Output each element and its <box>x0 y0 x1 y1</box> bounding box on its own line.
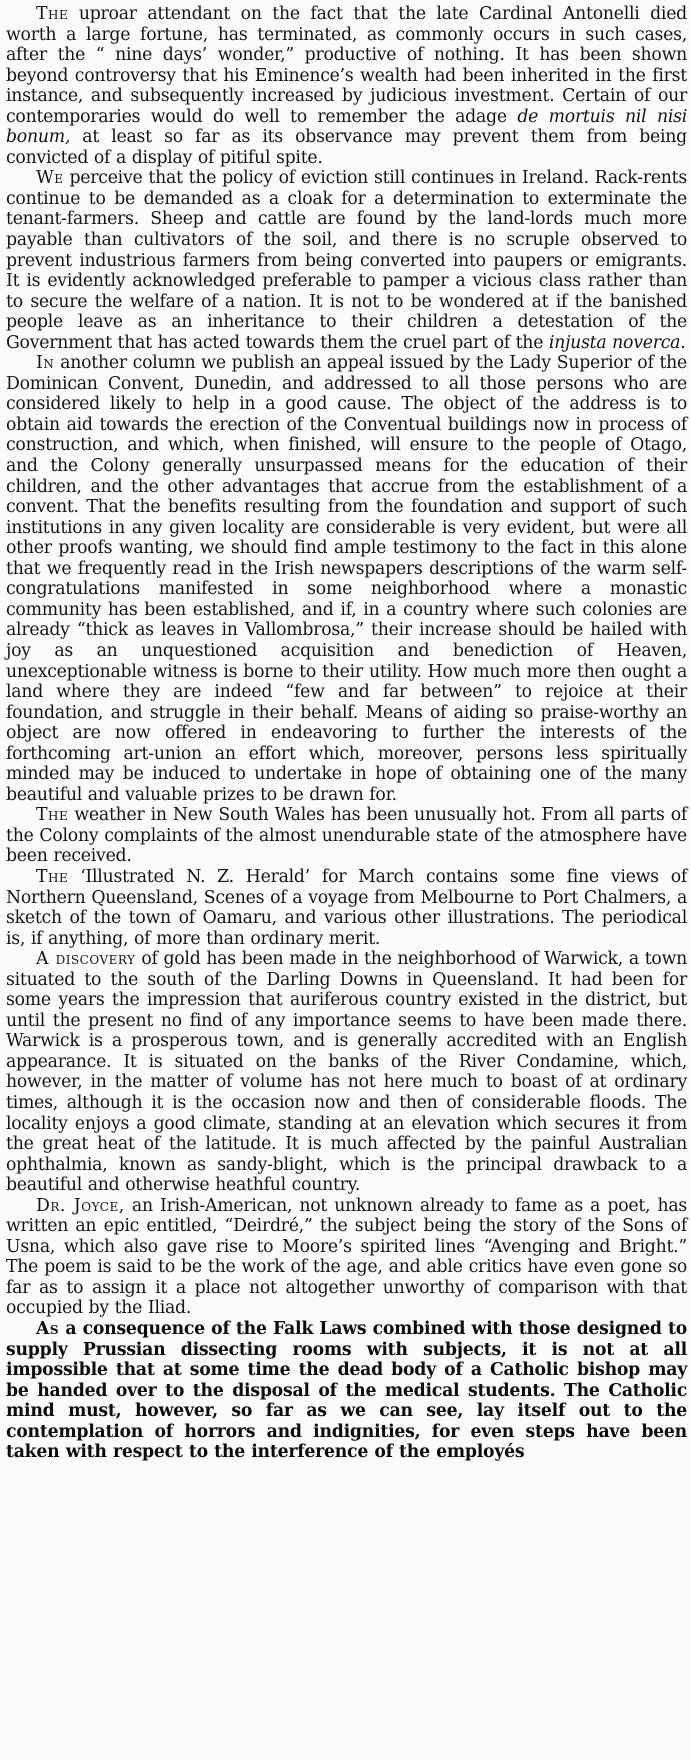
paragraph-lead: As <box>36 1319 60 1339</box>
paragraph-lead: In <box>36 353 55 374</box>
paragraph-text: weather in New South Wales has been unusually hot. From all parts of the Colony complaints of the almost unendurable state of the atmosphere have been received. <box>6 805 687 867</box>
paragraph-antonelli <box>6 4 687 168</box>
paragraph-text: at least so far as its observance may prevent them from being convicted of a display of pitiful spite. <box>6 127 687 168</box>
paragraph-text: uproar attendant on the fact that the late Cardinal Antonelli died worth a large fortune, has terminated, as commonly occurs in such cases, after the “ nine days’ wonder,” productive of nothing. It has been shown beyond controversy that his Eminence’s wealth had been inherited in the first instance, and subsequently increased by judicious investment. Certain of our contemporaries would do well to remember the adage <box>6 4 687 127</box>
paragraph-text: ‘Illustrated N. Z. Herald’ for March contains some fine views of Northern Queensland, Scenes of a voyage from Melbourne to Port Chalmers, a sketch of the town of Oamaru, and various other illustrations. The periodical is, if anything, of more than ordinary merit. <box>6 866 687 949</box>
paragraph-lead: The <box>36 4 69 24</box>
paragraph-dr-joyce <box>6 1196 687 1319</box>
latin-phrase: de mortuis nil nisi bonum, <box>6 106 688 148</box>
paragraph-lead: The <box>36 805 69 826</box>
paragraph-gold-discovery <box>6 949 687 1196</box>
paragraph-falk-laws <box>6 1319 687 1463</box>
paragraph-lead: Dr. Joyce, <box>36 1195 125 1216</box>
paragraph-text: perceive that the policy of eviction still continues in Ireland. Rack-rents continue to be demanded as a cloak for a determination to exterminate the tenant-farmers. Sheep and cattle are found by the land-lords much more payable than cultivators of the soil, and there is no scruple observed to prevent industrious farmers from being converted into paupers or emigrants. It is evidently acknowledged preferable to pamper a vicious class rather than to secure the welfare of a nation. It is not to be wondered at if the banished people leave as an inheritance to their children a detestation of the Government that has acted towards them the cruel part of the <box>6 168 687 353</box>
latin-phrase: injusta noverca. <box>548 332 686 353</box>
paragraph-illustrated-herald <box>6 867 687 949</box>
paragraph-text: a consequence of the Falk Laws combined with those designed to supply Prussian dissecting rooms with subjects, it is not at all impossible that at some time the dead body of a Catholic bishop may be handed over to the disposal of the medical students. The Catholic mind must, however, so far as we can see, lay itself out to the contemplation of horrors and indignities, for even steps have been taken with respect to the interference of the employés <box>6 1319 687 1463</box>
paragraph-lead: We <box>36 168 64 189</box>
paragraph-eviction <box>6 168 687 353</box>
paragraph-dominican-convent <box>6 353 687 805</box>
paragraph-weather <box>6 805 687 867</box>
paragraph-lead: The <box>36 866 69 887</box>
paragraph-text: of gold has been made in the neighborhood of Warwick, a town situated to the south of the Darling Downs in Queensland. It had been for some years the impression that auriferous country existed in the district, but until the present no find of any importance seems to have been made there. Warwick is a prosperous town, and is generally accredited with an English appearance. It is situated on the banks of the River Condamine, which, however, in the matter of volume has not here much to boast of at ordinary times, although it is the occasion now and then of considerable floods. The locality enjoys a good climate, standing at an elevation which secures it from the great heat of the latitude. It is much affected by the painful Australian ophthalmia, known as sandy-blight, which is the principal drawback to a beautiful and otherwise heathful country. <box>6 949 687 1196</box>
paragraph-text: another column we publish an appeal issued by the Lady Superior of the Dominican Convent, Dunedin, and addressed to all those persons who are considered likely to help in a good cause. The object of the address is to obtain aid towards the erection of the Conventual buildings now in process of construction, and which, when finished, will ensure to the people of Otago, and the Colony generally unsurpassed means for the education of their children, and the other advantages that accrue from the establishment of a convent. That the benefits resulting from the foundation and support of such institutions in any given locality are considerable is very evident, but were all other proofs wanting, we should find ample testimony to the fact in this alone that we frequently read in the Irish newspapers descriptions of the warm self-congratulations manifested in some neighborhood where a monastic community has been established, and if, in a country where such colonies are already “thick as leaves in Vallombrosa,” their increase should be hailed with joy as an unquestioned acquisition and benediction of Heaven, unexceptionable witness is borne to their utility. How much more then ought a land where they are indeed “few and far between” to rejoice at their foundation, and struggle in their behalf. Means of aiding so praise-worthy an object are now offered in endeavoring to further the interests of the forthcoming art-union an effort which, moreover, persons less spiritually minded may be induced to undertake in hope of obtaining one of the many beautiful and valuable prizes to be drawn for. <box>6 353 687 805</box>
paragraph-lead: A discovery <box>36 949 136 970</box>
paragraph-text: an Irish-American, not unknown already to fame as a poet, has written an epic entitled, “Deirdré,” the subject being the story of the Sons of Usna, which also gave rise to Moore’s spirited lines “Avenging and Bright.” The poem is said to be the work of the age, and able critics have even gone so far as to assign it a place not altogether unworthy of comparison with that occupied by the Iliad. <box>6 1195 687 1319</box>
